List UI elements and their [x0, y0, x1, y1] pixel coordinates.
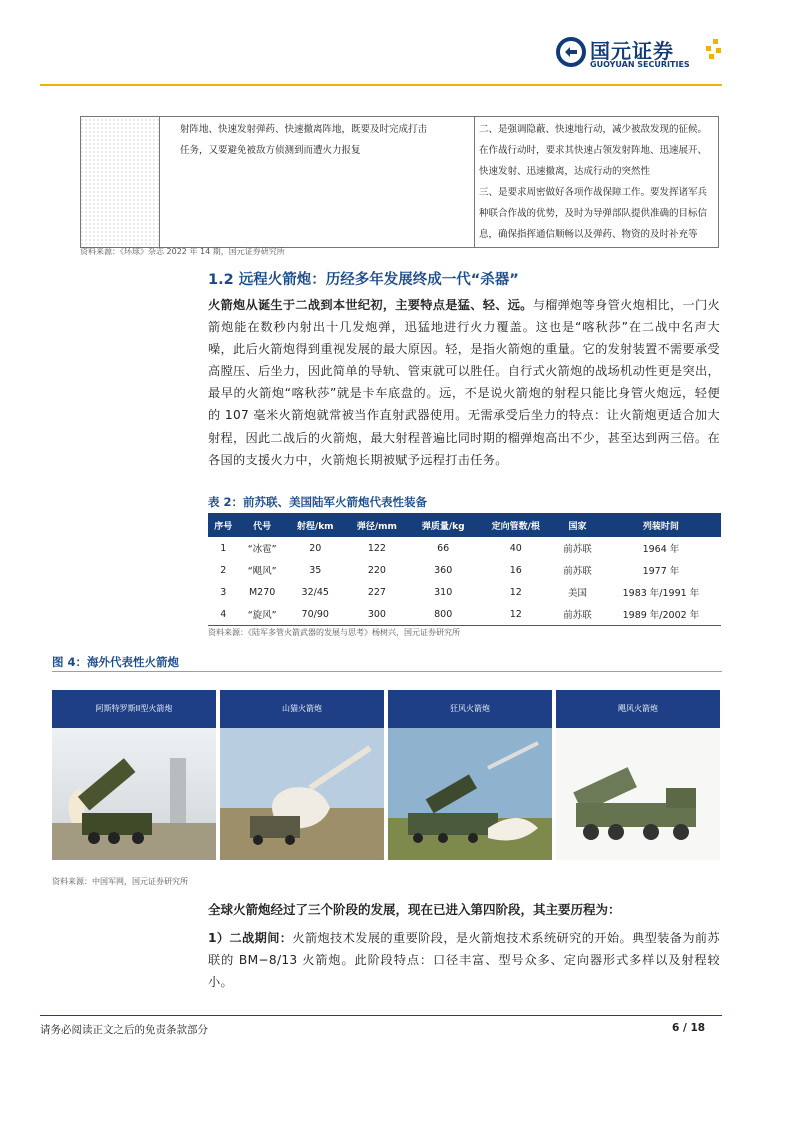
para-body: 火箭炮技术发展的重要阶段，是火箭炮技术系统研究的开始。典型装备为前苏联的 BM−8/13 火箭炮。此阶段特点：口径丰富、型号众多、定向器形式多样以及射程较小。 — [208, 931, 720, 990]
table-cell: 1964 年 — [642, 544, 680, 555]
table-cell: 美国 — [568, 588, 588, 599]
panel-label: 飓风火箭炮 — [556, 690, 720, 728]
table-line: 快速发射、迅速撤离，达成行动的突然性 — [479, 166, 651, 177]
logo-accent-icon — [704, 39, 722, 63]
table-header-cell: 弹径/mm — [345, 513, 409, 537]
table-cell: 前苏联 — [563, 544, 592, 555]
table-cell: 35 — [309, 564, 322, 576]
rocket-launcher-photo — [220, 728, 384, 860]
table-hatched-cell — [81, 117, 160, 248]
rocket-launcher-photo — [556, 728, 720, 860]
table-row — [208, 603, 721, 626]
table-cell: 40 — [509, 542, 522, 554]
table-cell: 1989 年/2002 年 — [601, 603, 721, 626]
figure-panel — [556, 690, 720, 860]
body-paragraph — [208, 294, 720, 471]
table-cell: 220 — [367, 564, 386, 576]
table-cell: 3 — [220, 586, 227, 598]
table-header-cell: 射程/km — [286, 513, 345, 537]
source-note: 资料来源：《陆军多管火箭武器的发展与思考》杨树兴，国元证券研究所 — [208, 628, 460, 637]
table-line: 种联合作战的优势，及时为导弹部队提供准确的目标信 — [479, 208, 708, 219]
table-cell: 2 — [220, 564, 227, 576]
figure-title: 图 4：海外代表性火箭炮 — [52, 655, 180, 669]
table-line: 在作战行动时，要求其快速占领发射阵地、迅速展开、 — [479, 145, 708, 156]
table-cell: 4 — [208, 603, 239, 626]
table-cell: M270 — [248, 586, 276, 598]
footer-disclaimer: 请务必阅读正文之后的免责条款部分 — [40, 1024, 208, 1036]
table-header-row — [208, 513, 721, 537]
logo-text-en: GUOYUAN SECURITIES — [590, 60, 690, 69]
table-line: 三、是要求周密做好各项作战保障工作。要发挥诸军兵 — [479, 187, 708, 198]
body-heading-line: 全球火箭炮经过了三个阶段的发展，现在已进入第四阶段，其主要历程为： — [208, 902, 621, 917]
table-cell: 66 — [437, 542, 450, 554]
figure-panel — [52, 690, 216, 860]
body-paragraph — [208, 927, 720, 993]
panel-label: 狂风火箭炮 — [388, 690, 552, 728]
table-row — [208, 581, 721, 603]
table-cell: 20 — [309, 542, 322, 554]
table-row — [208, 559, 721, 581]
figure-divider — [52, 671, 722, 672]
section-title: 1.2 远程火箭炮：历经多年发展终成一代“杀器” — [208, 272, 519, 288]
table-header-cell: 定向管数/根 — [477, 513, 554, 537]
table-cell: 227 — [367, 586, 386, 598]
table-line: 二、是强调隐蔽、快速地行动，减少被敌发现的征候。 — [479, 124, 708, 135]
table-cell-right — [475, 117, 719, 248]
table-header-cell: 代号 — [239, 513, 286, 537]
source-note: 资料来源：中国军网，国元证券研究所 — [52, 877, 188, 886]
figure-panel — [388, 690, 552, 860]
table-row — [208, 537, 721, 559]
rocket-launcher-photo — [388, 728, 552, 860]
continued-table — [80, 116, 719, 248]
header-divider — [40, 84, 722, 86]
table-cell: “飓风” — [247, 566, 277, 577]
table-line: 任务，又要避免被敌方侦测到而遭火力报复 — [180, 145, 361, 156]
logo-mark-icon — [556, 37, 586, 67]
table-cell: 前苏联 — [563, 566, 592, 577]
table-cell: 1983 年/1991 年 — [622, 588, 700, 599]
table-cell: 1977 年 — [642, 566, 680, 577]
table-cell: 310 — [434, 586, 453, 598]
para-body: 与榴弹炮等身管火炮相比，一门火箭炮能在数秒内射出十几发炮弹，迅猛地进行火力覆盖。这也是“喀秋莎”在二战中名声大噪，此后火箭炮得到重视发展的最大原因。轻，是指火箭炮的重量。它的发射装置不需要承受高膛压、后坐力，因此简单的导轨、管束就可以胜任。自行式火箭炮的战场机动性更是突出，最早的火箭炮“喀秋莎”就是卡车底盘的。远，不是说火箭炮的射程只能比身管火炮远，轻便的 107 毫米火箭炮就常被当作直射武器使用。无需承受后坐力的特点：让火箭炮更适合加大射程，因此二战后的火箭炮，最大射程普遍比同时期的榴弹炮高出不少，甚至达到两三倍。在各国的支援火力中，火箭炮长期被赋予远程打击任务。 — [208, 298, 720, 467]
equipment-table — [208, 513, 721, 626]
table-cell-left — [160, 117, 475, 248]
table-header-cell: 国家 — [554, 513, 601, 537]
table-cell: 32/45 — [301, 586, 329, 598]
source-note: 资料来源：《环球》杂志 2022 年 14 期，国元证券研究所 — [80, 247, 285, 256]
footer-divider — [40, 1015, 722, 1016]
table-header-cell: 弹质量/kg — [409, 513, 477, 537]
table-cell: 16 — [509, 564, 522, 576]
table-cell: 12 — [509, 586, 522, 598]
table-cell: “冰雹” — [247, 544, 277, 555]
table-cell: 前苏联 — [554, 603, 601, 626]
figure-panels — [52, 690, 722, 860]
logo-text-cn: 国元证券 — [590, 39, 674, 63]
table-line: 射阵地、快速发射弹药、快速撤离阵地，既要及时完成打击 — [180, 124, 428, 135]
para-lead: 1）二战期间： — [208, 931, 293, 945]
table-header-cell: 列装时间 — [601, 513, 721, 537]
table-cell: 300 — [345, 603, 409, 626]
panel-label: 山猫火箭炮 — [220, 690, 384, 728]
panel-label: 阿斯特罗斯II型火箭炮 — [52, 690, 216, 728]
table-cell: “旋风” — [239, 603, 286, 626]
table-header-cell: 序号 — [208, 513, 239, 537]
table-line: 息，确保指挥通信顺畅以及弹药、物资的及时补充等 — [479, 229, 698, 240]
table-cell: 800 — [409, 603, 477, 626]
company-logo — [556, 35, 721, 75]
table-cell: 1 — [220, 542, 227, 554]
table-title: 表 2：前苏联、美国陆军火箭炮代表性装备 — [208, 495, 428, 509]
table-cell: 360 — [434, 564, 453, 576]
table-cell: 12 — [477, 603, 554, 626]
page-number: 6 / 18 — [672, 1022, 706, 1034]
table-cell: 122 — [367, 542, 386, 554]
para-lead: 火箭炮从诞生于二战到本世纪初，主要特点是猛、轻、远。 — [208, 298, 533, 312]
rocket-launcher-photo — [52, 728, 216, 860]
table-cell: 70/90 — [286, 603, 345, 626]
figure-panel — [220, 690, 384, 860]
